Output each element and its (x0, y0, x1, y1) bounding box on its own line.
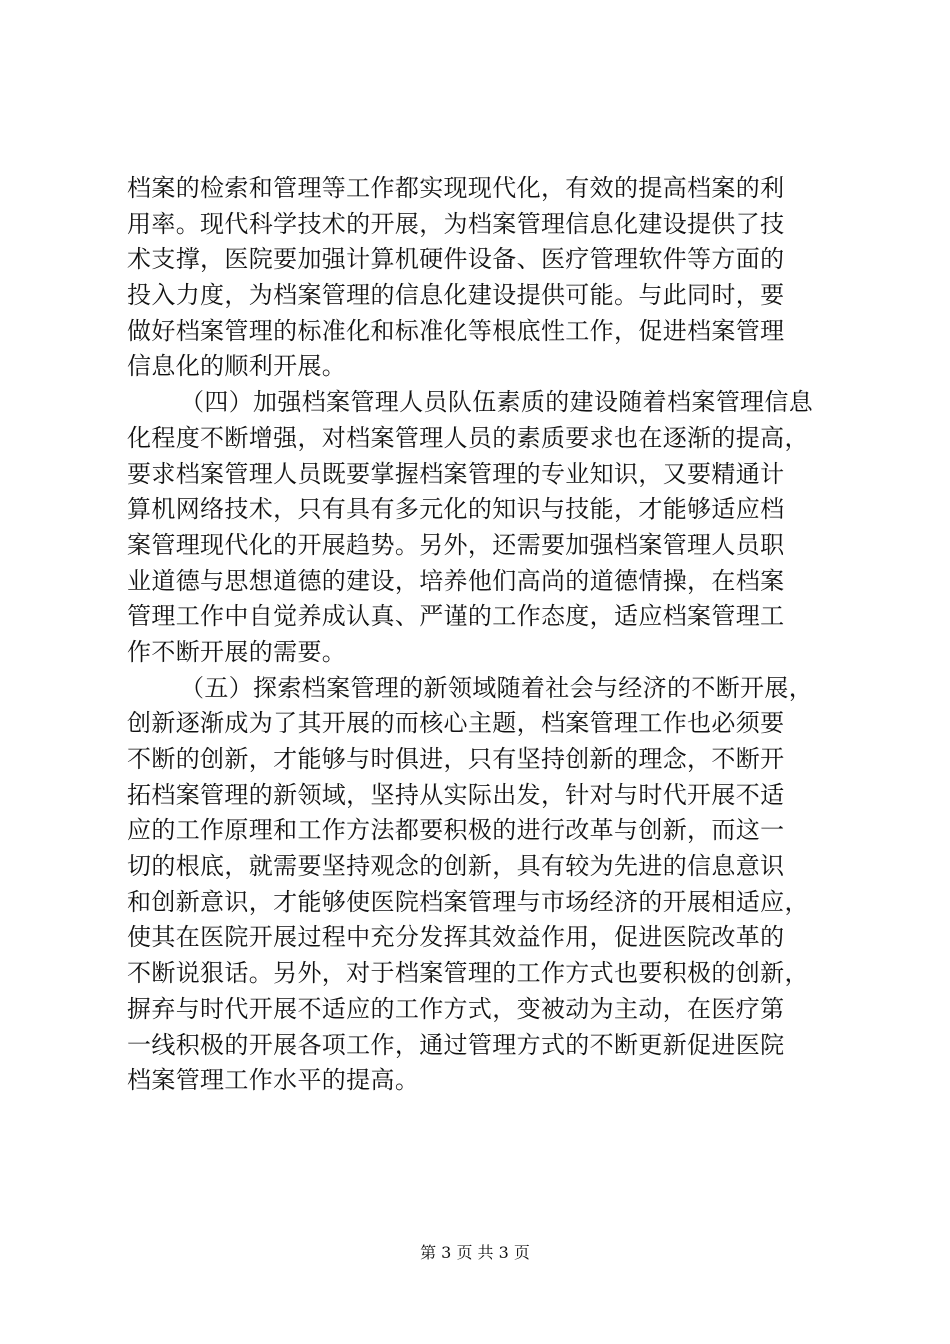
text-line: 用率。现代科学技术的开展，为档案管理信息化建设提供了技 (127, 209, 785, 238)
text-line: 不断说狠话。另外，对于档案管理的工作方式也要积极的创新， (127, 959, 809, 988)
text-line: 投入力度，为档案管理的信息化建设提供可能。与此同时，要 (127, 281, 785, 310)
text-line: 做好档案管理的标准化和标准化等根底性工作，促进档案管理 (127, 316, 785, 345)
text-line: 拓档案管理的新领域，坚持从实际出发，针对与时代开展不适 (127, 780, 785, 809)
text-line: 不断的创新，才能够与时俱进，只有坚持创新的理念，不断开 (127, 745, 785, 773)
text-line: 和创新意识，才能够使医院档案管理与市场经济的开展相适应， (127, 887, 809, 916)
text-line: 术支撑，医院要加强计算机硬件设备、医疗管理软件等方面的 (127, 245, 785, 274)
text-line: 档案的检索和管理等工作都实现现代化，有效的提高档案的利 (127, 174, 785, 202)
text-line: 案管理现代化的开展趋势。另外，还需要加强档案管理人员职 (127, 530, 785, 559)
text-line: 切的根底，就需要坚持观念的创新，具有较为先进的信息意识 (127, 852, 785, 881)
body-text (127, 171, 843, 1099)
text-line: 算机网络技术，只有具有多元化的知识与技能，才能够适应档 (127, 495, 785, 524)
text-line: 档案管理工作水平的提高。 (127, 1066, 420, 1095)
page-footer: 第 3 页 共 3 页 (420, 1243, 530, 1262)
section-4-heading-line: （四）加强档案管理人员队伍素质的建设随着档案管理信息 (180, 388, 814, 417)
text-line: 要求档案管理人员既要掌握档案管理的专业知识，又要精通计 (127, 459, 785, 488)
text-line: 管理工作中自觉养成认真、严谨的工作态度，适应档案管理工 (127, 602, 785, 631)
text-line: 使其在医院开展过程中充分发挥其效益作用，促进医院改革的 (127, 923, 785, 952)
section-5-heading-line: （五）探索档案管理的新领域随着社会与经济的不断开展， (180, 673, 814, 702)
text-line: 信息化的顺利开展。 (127, 352, 347, 381)
text-line: 创新逐渐成为了其开展的而核心主题，档案管理工作也必须要 (127, 709, 785, 738)
text-line: 作不断开展的需要。 (127, 637, 347, 666)
text-line: 应的工作原理和工作方法都要积极的进行改革与创新，而这一 (127, 816, 785, 845)
text-line: 业道德与思想道德的建设，培养他们高尚的道德情操，在档案 (127, 566, 785, 595)
text-line: 摒弃与时代开展不适应的工作方式，变被动为主动，在医疗第 (127, 994, 785, 1023)
text-line: 一线积极的开展各项工作，通过管理方式的不断更新促进医院 (127, 1030, 785, 1059)
text-line: 化程度不断增强，对档案管理人员的素质要求也在逐渐的提高， (127, 423, 809, 452)
